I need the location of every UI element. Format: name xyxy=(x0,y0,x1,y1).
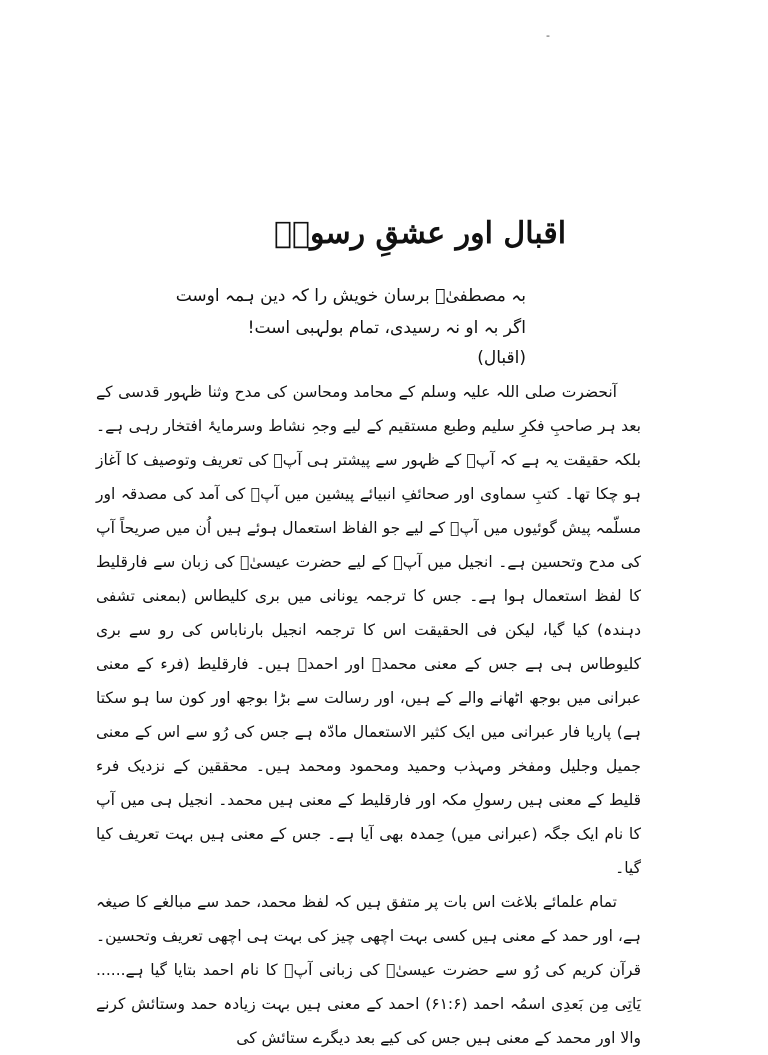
verse-line-1: بہ مصطفیٰؐ برسان خویش را کہ دین ہمہ اوست xyxy=(175,286,526,306)
body-text xyxy=(96,375,641,1055)
page-mark: - xyxy=(546,29,550,42)
paragraph: تمام علمائے بلاغت اس بات پر متفق ہیں کہ لفظ محمد، حمد سے مبالغے کا صیغہ ہے، اور حمد کے معنی ہیں کسی بہت اچھی چیز کی بہت ہی اچھی تعریف وتحسین۔ قرآن کریم کی رُو سے حضرت عیسیٰؑ کی زبانی آپؐ کا نام احمد بتایا گیا ہے...... یَاتِی مِن بَعدِی اسمُہ احمد (۶۱:۶) احمد کے معنی ہیں بہت زیادہ حمد وستائش کرنے والا اور محمد کے معنی ہیں جس کی کیے بعد دیگرے ستائش کی xyxy=(96,893,641,1047)
paragraph: آنحضرت صلی اللہ علیہ وسلم کے محامد ومحاسن کی مدح وثنا ظہور قدسی کے بعد ہر صاحبِ فکرِ سلیم وطبع مستقیم کے لیے وجہِ نشاط وسرمایۂ افتخار رہی ہے۔ بلکہ حقیقت یہ ہے کہ آپؐ کے ظہور سے پیشتر ہی آپؐ کی تعریف وتوصیف کا آغاز ہو چکا تھا۔ کتبِ سماوی اور صحائفِ انبیائے پیشین میں آپؐ کی آمد کی مصدقہ اور مسلّمہ پیش گوئیوں میں آپؐ کے لیے جو الفاظ استعمال ہوئے ہیں اُن میں صریحاً آپ کی مدح وتحسین ہے۔ انجیل میں آپؐ کے لیے حضرت عیسیٰؑ کی زبان سے فارقلیط کا لفظ استعمال ہوا ہے۔ جس کا ترجمہ یونانی میں بری کلیطاس (بمعنی تشفی دہندہ) کیا گیا، لیکن فی الحقیقت اس کا ترجمہ انجیل بارناباس کی رو سے بری کلیوطاس ہی ہے جس کے معنی محمدؐ اور احمدؐ ہیں۔ فارقلیط (فرء کے معنی عبرانی میں بوجھ اٹھانے والے کے ہیں، اور رسالت سے بڑا بوجھ اور کون سا ہو سکتا ہے) پاریا فار عبرانی میں ایک کثیر الاستعمال مادّہ ہے جس کی رُو سے اس کے معنی جمیل وجلیل ومفخر ومہذب وحمید ومحمود ومحمد ہیں۔ محققین کے نزدیک فرء قلیط کے معنی ہیں رسولِ مکہ اور فارقلیط کے معنی ہیں محمد۔ انجیل ہی میں آپ کا نام ایک جگہ (عبرانی میں) حِمدہ بھی آیا ہے۔ جس کے معنی ہیں بہت تعریف کیا گیا۔ xyxy=(96,383,641,877)
verse-line-2: اگر بہ او نہ رسیدی، تمام بولہبی است! xyxy=(247,318,526,338)
page-title: اقبال اور عشقِ رسولؐ xyxy=(273,216,567,252)
verse-attribution: (اقبال) xyxy=(477,348,526,368)
